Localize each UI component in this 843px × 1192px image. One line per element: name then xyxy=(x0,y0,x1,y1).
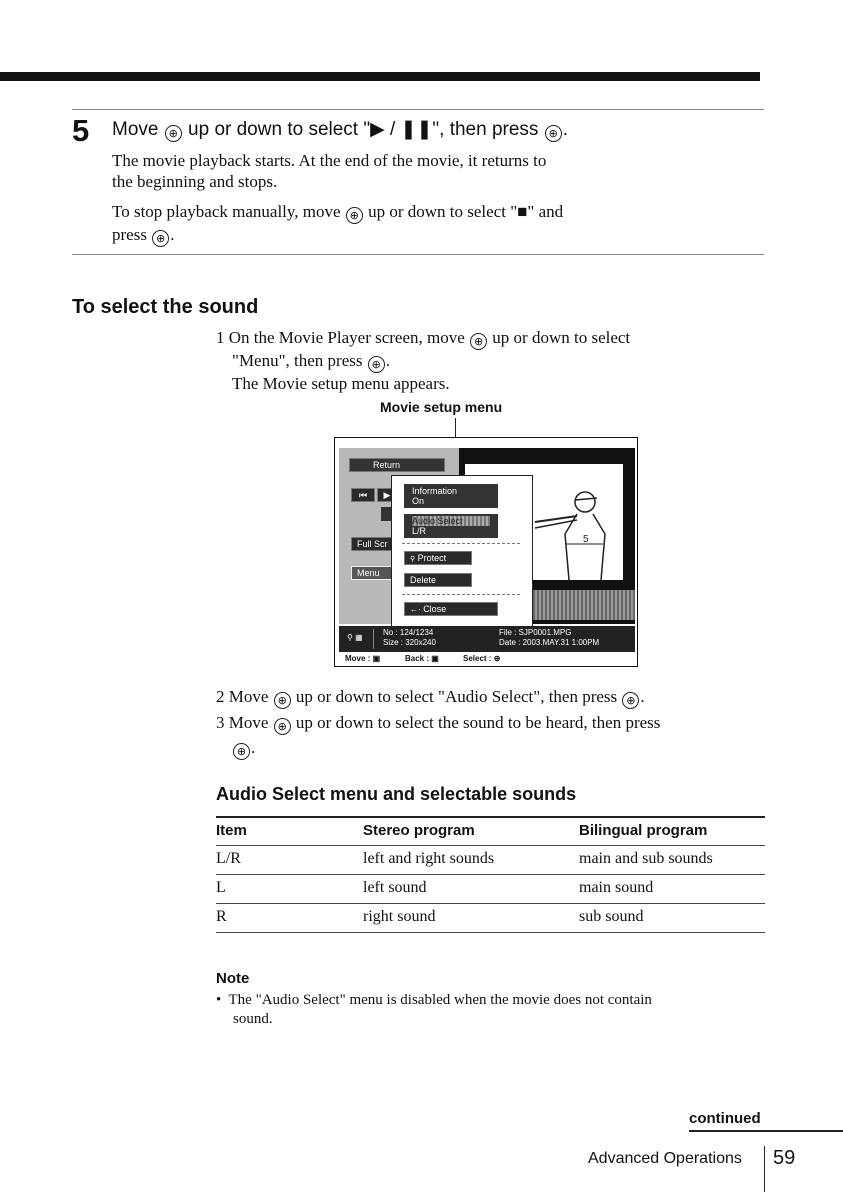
info-file: File : SJP0001.MPG xyxy=(499,628,572,637)
step-heading-text: Move xyxy=(112,119,159,140)
menu-button xyxy=(351,566,395,580)
prev-glyph: ⏮ xyxy=(358,490,368,500)
section-step-1 xyxy=(216,327,630,394)
body-line xyxy=(112,201,563,224)
movie-setup-screen xyxy=(334,437,638,667)
nav-back: Back : ▣ xyxy=(405,654,439,663)
section-title: To select the sound xyxy=(72,296,259,318)
step-heading-text: up or down to select "▶ / ❚❚", then press xyxy=(188,119,539,140)
return-button xyxy=(349,458,445,472)
body-text: 2 Move xyxy=(216,687,269,706)
body-text: up or down to select "■" and xyxy=(368,202,564,221)
protect-status-icon: ⚲ ▦ xyxy=(347,633,363,642)
continued-rule xyxy=(689,1130,843,1132)
column-header: Stereo program xyxy=(363,817,579,846)
body-text: up or down to select the sound to be heard, then press xyxy=(295,713,661,732)
body-line xyxy=(216,350,630,373)
control-button-icon: ⊕ xyxy=(274,718,291,735)
info-left xyxy=(383,628,436,648)
body-line xyxy=(216,712,660,735)
note-title: Note xyxy=(216,970,250,987)
section-steps-2-3 xyxy=(216,686,660,760)
body-text: 3 Move xyxy=(216,713,269,732)
body-line xyxy=(216,327,630,350)
return-label: Return xyxy=(373,460,401,470)
delete-item xyxy=(404,573,472,587)
table-cell: L xyxy=(216,875,363,904)
control-button-icon: ⊕ xyxy=(368,356,385,373)
body-text: . xyxy=(640,687,645,706)
full-screen-button xyxy=(351,537,395,551)
audio-select-item xyxy=(404,514,498,538)
prev-icon xyxy=(351,488,375,502)
figure-label: Movie setup menu xyxy=(380,399,503,415)
control-button-icon: ⊕ xyxy=(152,230,169,247)
table-cell: L/R xyxy=(216,846,363,875)
menu-label: Menu xyxy=(357,568,380,578)
note-text: The "Audio Select" menu is disabled when the movie does not contain xyxy=(228,992,652,1008)
table-cell: R xyxy=(216,904,363,933)
page-number-divider xyxy=(764,1146,765,1192)
info-strip xyxy=(339,626,635,652)
nav-select-label: Select : xyxy=(463,654,492,663)
body-text: "Menu", then press xyxy=(232,351,363,370)
control-button-icon: ⊕ xyxy=(165,125,182,142)
playback-bar xyxy=(525,590,635,620)
body-line: The movie playback starts. At the end of the movie, it returns to xyxy=(112,151,547,170)
key-icon: ⚲ xyxy=(410,556,416,563)
step-top-rule xyxy=(72,109,764,110)
body-text: . xyxy=(170,225,175,244)
table-title: Audio Select menu and selectable sounds xyxy=(216,784,577,804)
information-item xyxy=(404,484,498,508)
step-heading-text: . xyxy=(562,119,568,140)
info-number: No : 124/1234 xyxy=(383,628,434,637)
table-cell: main and sub sounds xyxy=(579,846,765,875)
nav-back-label: Back : xyxy=(405,654,430,663)
body-text: up or down to select xyxy=(492,328,631,347)
info-divider xyxy=(373,629,374,649)
table-header-row xyxy=(216,817,765,846)
step-bottom-rule xyxy=(72,254,764,255)
nav-select: Select : ⊕ xyxy=(463,654,501,663)
control-button-icon: ⊕ xyxy=(233,743,250,760)
body-line xyxy=(216,737,660,760)
close-item xyxy=(404,602,498,616)
step-heading xyxy=(112,118,568,142)
body-text: . xyxy=(251,738,256,757)
play-glyph: ▶ xyxy=(383,490,391,500)
control-button-icon: ⊕ xyxy=(274,692,291,709)
popup-divider xyxy=(402,594,520,595)
note-body xyxy=(216,991,756,1029)
table-cell: right sound xyxy=(363,904,579,933)
information-value: On xyxy=(412,496,425,506)
column-header: Item xyxy=(216,817,363,846)
audio-select-table xyxy=(216,816,765,933)
close-label: Close xyxy=(423,604,447,614)
step-number: 5 xyxy=(72,113,90,148)
nav-move: Move : ▣ xyxy=(345,654,381,663)
nav-move-label: Move : xyxy=(345,654,371,663)
delete-label: Delete xyxy=(410,575,437,585)
table-cell: sub sound xyxy=(579,904,765,933)
full-screen-label: Full Scr xyxy=(357,539,388,549)
jersey-number: 5 xyxy=(583,534,589,545)
info-size: Size : 320x240 xyxy=(383,638,436,647)
bullet: • xyxy=(216,992,222,1008)
body-line: The Movie setup menu appears. xyxy=(232,374,450,393)
body-text: press xyxy=(112,225,147,244)
body-text: up or down to select "Audio Select", then press xyxy=(295,687,618,706)
table-row xyxy=(216,875,765,904)
page-number: 59 xyxy=(773,1147,796,1169)
control-button-icon: ⊕ xyxy=(622,692,639,709)
control-button-icon: ⊕ xyxy=(470,333,487,350)
control-button-icon: ⊕ xyxy=(545,125,562,142)
table-cell: left sound xyxy=(363,875,579,904)
continued-label: continued xyxy=(689,1110,761,1127)
setup-popup xyxy=(391,475,533,627)
footer-section: Advanced Operations xyxy=(588,1150,742,1167)
audio-select-value: L/R xyxy=(412,526,427,536)
table-cell: left and right sounds xyxy=(363,846,579,875)
body-line: the beginning and stops. xyxy=(112,172,278,191)
body-text: 1 On the Movie Player screen, move xyxy=(216,328,465,347)
control-button-icon: ⊕ xyxy=(346,207,363,224)
info-right xyxy=(499,628,599,648)
table-cell: main sound xyxy=(579,875,765,904)
body-text: . xyxy=(385,351,390,370)
information-label: Information xyxy=(412,486,458,496)
note-line xyxy=(216,991,756,1010)
audio-select-label: Audio Select xyxy=(412,516,490,526)
body-line xyxy=(216,686,660,709)
body-line xyxy=(112,224,563,247)
step-description xyxy=(112,150,563,247)
nav-strip xyxy=(339,653,635,665)
protect-label: Protect xyxy=(417,553,447,563)
note-line: sound. xyxy=(233,1011,273,1027)
table-row xyxy=(216,904,765,933)
info-date: Date : 2003.MAY.31 1:00PM xyxy=(499,638,600,647)
column-header: Bilingual program xyxy=(579,817,765,846)
table-row xyxy=(216,846,765,875)
top-bar xyxy=(0,72,760,81)
body-text: To stop playback manually, move xyxy=(112,202,341,221)
popup-divider xyxy=(402,543,520,544)
back-arrow-icon: ←· xyxy=(410,605,421,614)
protect-item xyxy=(404,551,472,565)
